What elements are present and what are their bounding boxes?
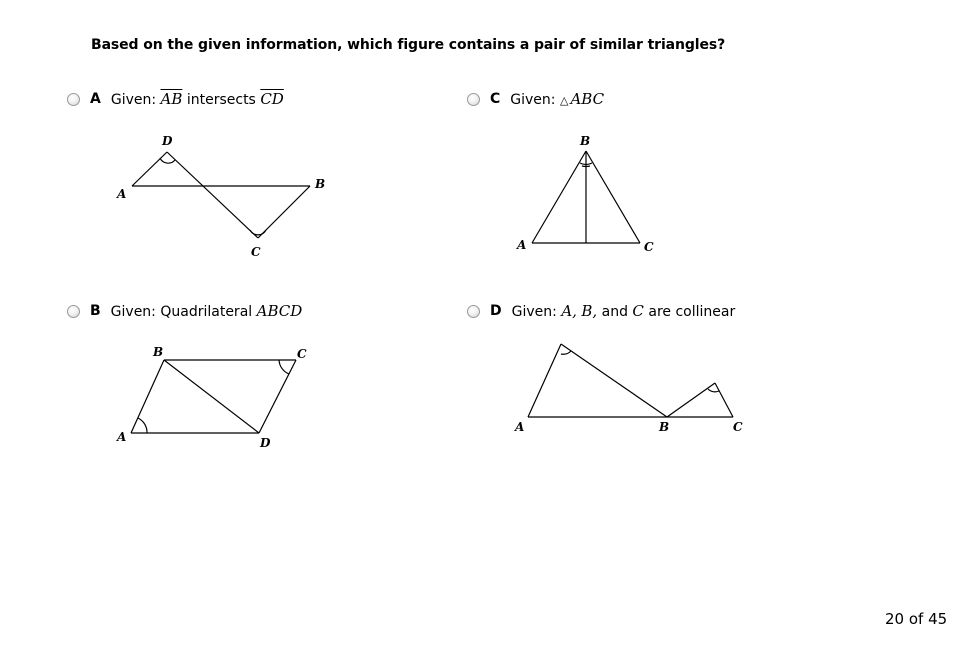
option-d-point-c-label: C	[733, 420, 743, 434]
option-b-point-a-label: A	[117, 430, 127, 444]
option-c-angle-b-mark	[580, 163, 592, 164]
option-d-point-a-label: A	[515, 420, 525, 434]
option-b-angle-a-mark	[138, 418, 147, 433]
option-d-point-b-text: B,	[581, 302, 598, 320]
option-c-angle-b-mark-2	[582, 166, 590, 167]
option-b-quadrilateral-name: ABCD	[256, 302, 303, 320]
option-d-small-angle-mark	[708, 389, 719, 392]
option-b-point-c-label: C	[297, 347, 307, 361]
option-b-point-b-label: B	[153, 345, 164, 359]
option-d[interactable]	[467, 300, 735, 322]
option-c[interactable]	[467, 88, 604, 110]
option-c-point-b-label: B	[580, 134, 591, 148]
option-a-angle-d-mark	[160, 158, 175, 163]
option-b-quadrilateral-text: Quadrilateral	[160, 304, 253, 320]
page-counter: 20 of 45	[885, 610, 948, 628]
option-c-point-a-label: A	[517, 238, 527, 252]
triangle-symbol-icon: △	[559, 94, 569, 107]
option-a-connector: intersects	[186, 92, 256, 108]
option-a-letter: A	[90, 91, 101, 107]
option-d-radio[interactable]	[467, 305, 480, 318]
option-d-point-c-text: C	[632, 302, 644, 320]
option-d-large-angle-mark	[561, 351, 571, 354]
option-b-given-label: Given:	[110, 304, 156, 320]
option-d-given	[512, 302, 736, 320]
option-b[interactable]	[67, 300, 302, 322]
option-c-point-c-label: C	[644, 240, 654, 254]
option-b-radio[interactable]	[67, 305, 80, 318]
question-text: Based on the given information, which figure contains a pair of similar triangles?	[91, 37, 726, 53]
option-a-point-b-label: B	[315, 177, 326, 191]
option-a-point-a-label: A	[117, 187, 127, 201]
option-a-radio[interactable]	[67, 93, 80, 106]
option-d-and-text: and	[601, 304, 628, 320]
option-d-point-b-label: B	[659, 420, 670, 434]
option-d-collinear-text: are collinear	[648, 304, 736, 320]
option-c-radio[interactable]	[467, 93, 480, 106]
option-a-point-d-label: D	[162, 134, 173, 148]
option-a[interactable]	[67, 88, 284, 110]
option-a-given	[111, 90, 284, 108]
option-d-given-label: Given:	[511, 304, 557, 320]
option-a-segment-cd: $\overline{CD}$	[260, 90, 284, 108]
option-d-letter: D	[490, 303, 502, 319]
option-b-angle-c-mark	[279, 360, 289, 374]
option-a-angle-c-mark	[250, 230, 266, 235]
option-b-given	[111, 302, 303, 320]
option-a-given-label: Given:	[110, 92, 157, 108]
option-c-triangle-name: ABC	[570, 90, 605, 108]
option-b-letter: B	[90, 303, 101, 319]
option-b-point-d-label: D	[260, 436, 271, 450]
option-c-given-label: Given:	[510, 92, 556, 108]
option-c-given	[510, 90, 604, 108]
option-a-point-c-label: C	[251, 245, 261, 259]
option-c-letter: C	[490, 91, 501, 107]
option-d-point-a-text: A,	[561, 302, 577, 320]
option-a-segment-ab: $\overline{AB}$	[160, 90, 183, 108]
